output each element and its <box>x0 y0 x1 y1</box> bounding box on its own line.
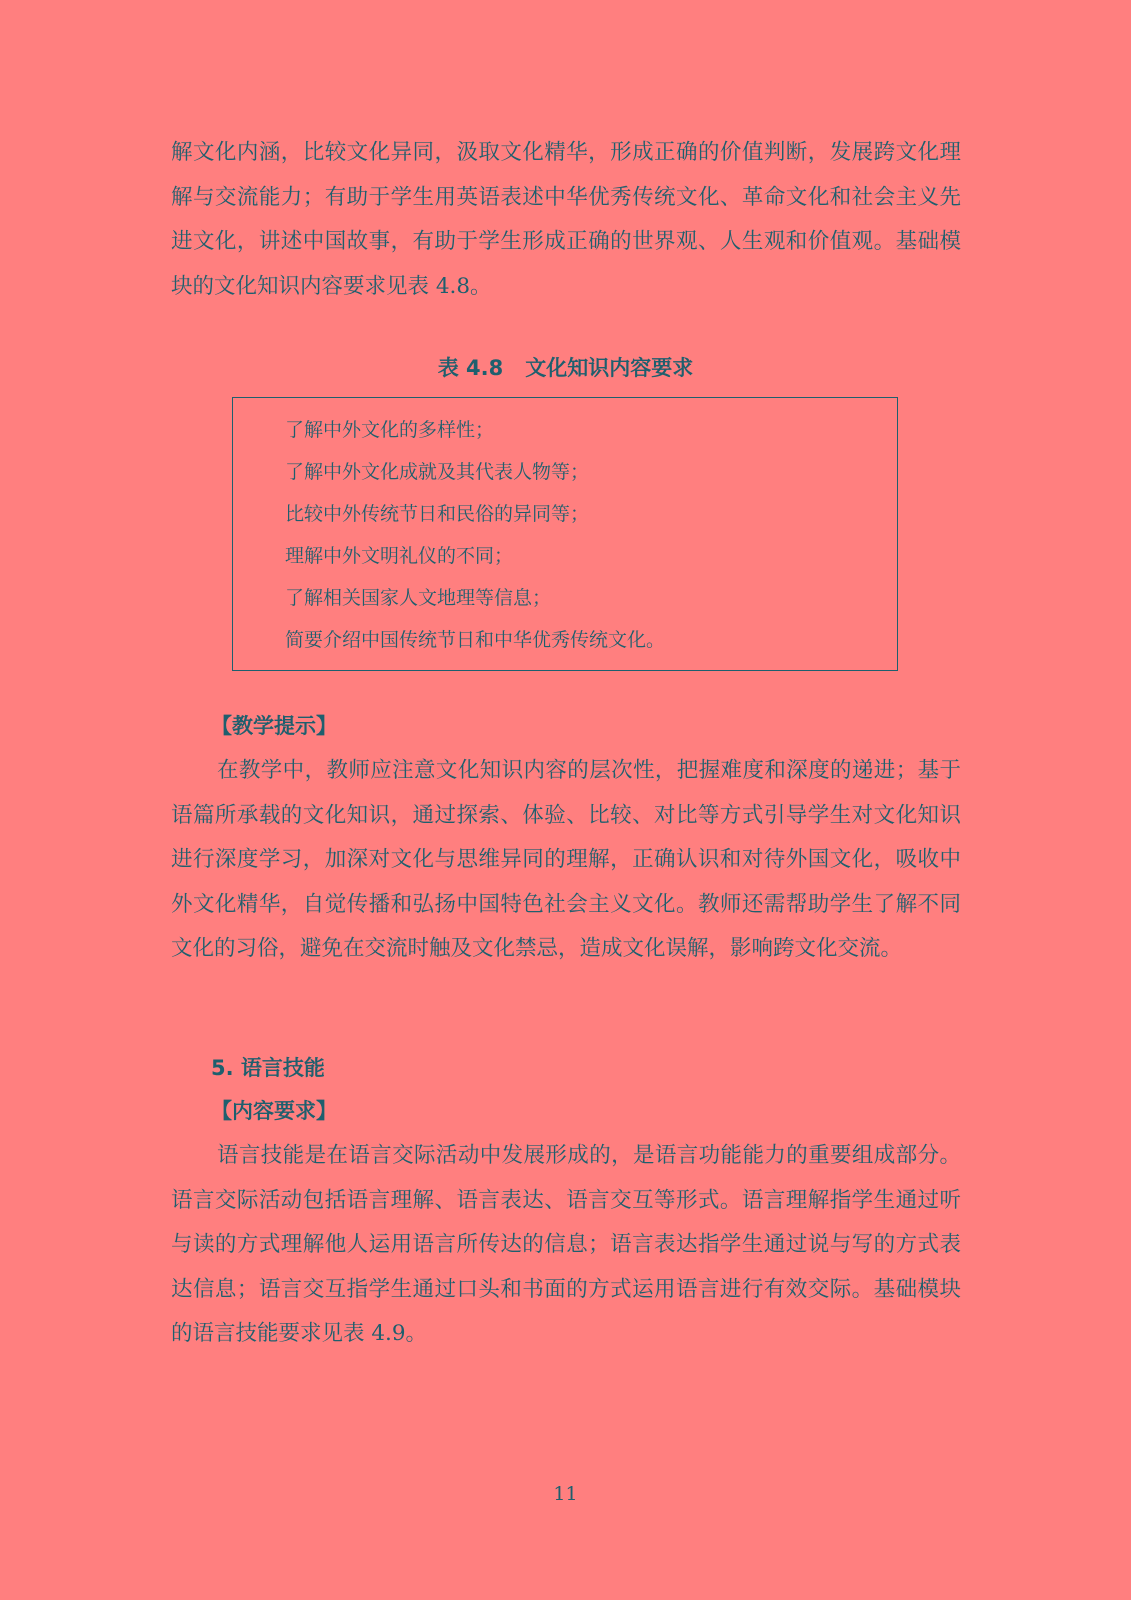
table-caption <box>0 350 1131 386</box>
table-item: 了解相关国家人文地理等信息； <box>285 587 552 609</box>
table-item: 了解中外文化成就及其代表人物等； <box>285 461 590 483</box>
table-title: 文化知识内容要求 <box>525 356 694 380</box>
table-number: 表 4.8 <box>437 356 504 380</box>
content-requirements-heading: 【内容要求】 <box>211 1099 337 1123</box>
table-items <box>285 409 665 661</box>
table-item: 了解中外文化的多样性； <box>285 419 495 441</box>
section-5-heading: 5. 语言技能 <box>211 1056 325 1080</box>
page-number: 11 <box>553 1483 578 1505</box>
intro-paragraph: 解文化内涵，比较文化异同，汲取文化精华，形成正确的价值判断，发展跨文化理解与交流能力；有助于学生用英语表述中华优秀传统文化、革命文化和社会主义先进文化，讲述中国故事，有助于学生形成正确的世界观、人生观和价值观。基础模块的文化知识内容要求见表 4.8。 <box>171 140 961 299</box>
language-skills-paragraph: 语言技能是在语言交际活动中发展形成的，是语言功能能力的重要组成部分。语言交际活动包括语言理解、语言表达、语言交互等形式。语言理解指学生通过听与读的方式理解他人运用语言所传达的信息；语言表达指学生通过说与写的方式表达信息；语言交互指学生通过口头和书面的方式运用语言进行有效交际。基础模块的语言技能要求见表 4.9。 <box>171 1143 961 1347</box>
teaching-tips-paragraph: 在教学中，教师应注意文化知识内容的层次性，把握难度和深度的递进；基于语篇所承载的文化知识，通过探索、体验、比较、对比等方式引导学生对文化知识进行深度学习，加深对文化与思维异同的理解，正确认识和对待外国文化，吸收中外文化精华，自觉传播和弘扬中国特色社会主义文化。教师还需帮助学生了解不同文化的习俗，避免在交流时触及文化禁忌，造成文化误解，影响跨文化交流。 <box>171 758 961 962</box>
culture-knowledge-table <box>232 397 898 671</box>
table-item: 比较中外传统节日和民俗的异同等； <box>285 503 590 525</box>
teaching-tips-heading: 【教学提示】 <box>211 714 337 738</box>
table-item: 理解中外文明礼仪的不同； <box>285 545 514 567</box>
table-item: 简要介绍中国传统节日和中华优秀传统文化。 <box>285 629 666 651</box>
